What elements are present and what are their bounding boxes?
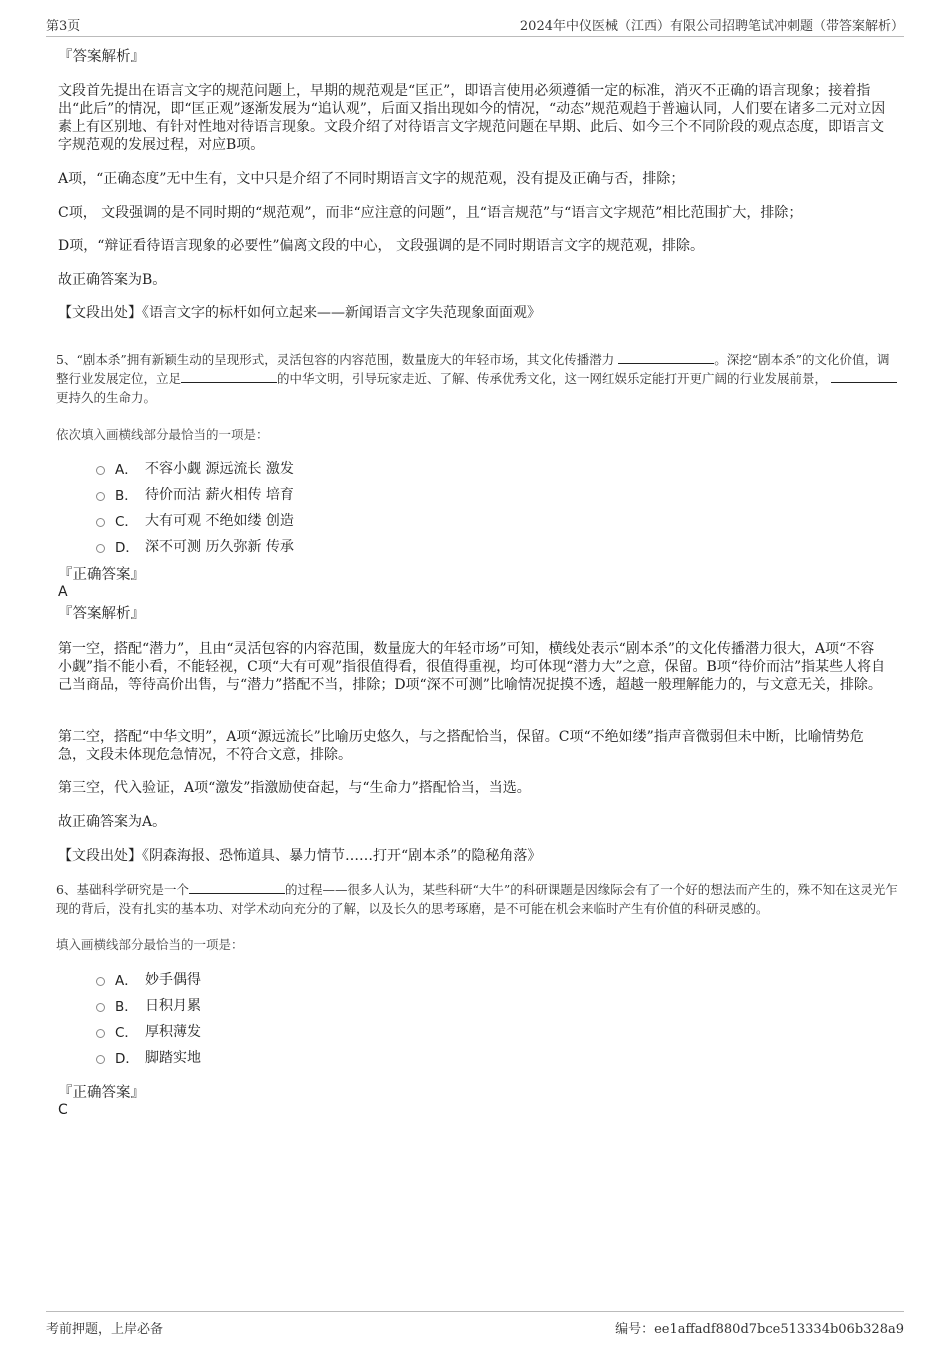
q5-option-c[interactable] xyxy=(96,510,294,530)
q5-analysis-title: 『答案解析』 xyxy=(58,606,145,622)
q6-option-a[interactable] xyxy=(96,969,201,989)
q5-option-d[interactable] xyxy=(96,536,294,556)
option-text: 日积月累 xyxy=(145,998,201,1014)
q6-option-d[interactable] xyxy=(96,1047,201,1067)
page-number: 第3页 xyxy=(46,18,81,34)
q5-correct-title: 『正确答案』 xyxy=(58,567,145,583)
footer-slogan: 考前押题，上岸必备 xyxy=(46,1321,164,1337)
option-letter: C． xyxy=(115,1025,138,1041)
option-text: 待价而沽 薪火相传 培育 xyxy=(145,487,294,503)
option-text: 厚积薄发 xyxy=(145,1024,201,1040)
q5-stem-part-c: 的中华文明，引导玩家走近、了解、传承优秀文化，这一网红娱乐定能打开更广阔的行业发展前景， xyxy=(277,371,828,386)
radio-icon[interactable] xyxy=(96,466,105,475)
q5-analysis-conclusion: 故正确答案为A。 xyxy=(58,814,167,830)
q5-blank-1 xyxy=(618,351,714,364)
q6-option-c[interactable] xyxy=(96,1021,201,1041)
q5-correct-answer: A xyxy=(58,584,68,600)
q6-option-b[interactable] xyxy=(96,995,201,1015)
q4-analysis-p2: A项，“正确态度”无中生有，文中只是介绍了不同时期语言文字的规范观，没有提及正确与否，排除； xyxy=(58,171,685,187)
q5-analysis-p1: 第一空，搭配“潜力”，且由“灵活包容的内容范围，数量庞大的年轻市场”可知，横线处表示“剧本杀”的文化传播潜力很大，A项“不容小觑”指不能小看，不能轻视，C项“大有可观”指很值得看，很值得重视，均可体现“潜力大”之意，保留。B项“待价而沽”指某些人将自己当商品，等待高价出售，与“潜力”搭配不当，排除；D项“深不可测”比喻情况捉摸不透，超越一般理解能力的，与文意无关，排除。 xyxy=(58,641,886,693)
radio-icon[interactable] xyxy=(96,518,105,527)
option-letter: A． xyxy=(115,973,138,989)
q6-correct-title: 『正确答案』 xyxy=(58,1085,145,1101)
q4-source: 【文段出处】《语言文字的标杆如何立起来——新闻语言文字失范现象面面观》 xyxy=(58,305,541,321)
q5-analysis-p2: 第二空，搭配“中华文明”，A项“源远流长”比喻历史悠久，与之搭配恰当，保留。C项“不绝如缕”指声音微弱但未中断，比喻情势危急，文段未体现危急情况，不符合文意，排除。 xyxy=(58,729,864,763)
q4-analysis-conclusion: 故正确答案为B。 xyxy=(58,272,167,288)
q5-stem-part-d: 更持久的生命力。 xyxy=(56,390,157,405)
radio-icon[interactable] xyxy=(96,492,105,501)
radio-icon[interactable] xyxy=(96,544,105,553)
q5-analysis-p3: 第三空，代入验证，A项“激发”指激励使奋起，与“生命力”搭配恰当，当选。 xyxy=(58,780,531,796)
q5-stem-part-a: 5、“剧本杀”拥有新颖生动的呈现形式，灵活包容的内容范围，数量庞大的年轻市场，其文化传播潜力 xyxy=(56,352,615,367)
radio-icon[interactable] xyxy=(96,977,105,986)
option-text: 脚踏实地 xyxy=(145,1050,201,1066)
q4-analysis-p3: C项， 文段强调的是不同时期的“规范观”，而非“应注意的问题”，且“语言规范”与“语言文字规范”相比范围扩大，排除； xyxy=(58,205,803,221)
option-letter: C． xyxy=(115,514,138,530)
q5-option-b[interactable] xyxy=(96,484,294,504)
radio-icon[interactable] xyxy=(96,1055,105,1064)
option-text: 妙手偶得 xyxy=(145,972,201,988)
q5-blank-2 xyxy=(181,370,277,383)
q4-analysis-p4: D项，“辩证看待语言现象的必要性”偏离文段的中心， 文段强调的是不同时期语言文字的规范观，排除。 xyxy=(58,238,704,254)
q6-instruction: 填入画横线部分最恰当的一项是： xyxy=(56,937,244,952)
q5-stem-part-b: 。深挖“剧本杀”的文化价值，调整行业发展定位，立足 xyxy=(56,352,890,386)
q5-stem xyxy=(56,350,898,407)
radio-icon[interactable] xyxy=(96,1003,105,1012)
q6-stem-part-a: 6、基础科学研究是一个 xyxy=(56,882,189,897)
option-letter: D． xyxy=(115,540,139,556)
q6-correct-answer: C xyxy=(58,1102,68,1118)
page-footer xyxy=(46,1311,904,1338)
radio-icon[interactable] xyxy=(96,1029,105,1038)
q5-option-a[interactable] xyxy=(96,458,294,478)
q5-source: 【文段出处】《阴森海报、恐怖道具、暴力情节……打开“剧本杀”的隐秘角落》 xyxy=(58,848,542,864)
page-header xyxy=(46,14,904,37)
q4-analysis-title: 『答案解析』 xyxy=(58,49,145,65)
option-text: 大有可观 不绝如缕 创造 xyxy=(145,513,294,529)
option-letter: B． xyxy=(115,488,138,504)
option-text: 不容小觑 源远流长 激发 xyxy=(145,461,294,477)
option-letter: A． xyxy=(115,462,138,478)
document-id: 编号：ee1affadf880d7bce513334b06b328a9 xyxy=(615,1321,904,1337)
q5-instruction: 依次填入画横线部分最恰当的一项是： xyxy=(56,427,269,442)
option-letter: B． xyxy=(115,999,138,1015)
q4-analysis-p1: 文段首先提出在语言文字的规范问题上，早期的规范观是“匡正”，即语言使用必须遵循一定的标准，消灭不正确的语言现象；接着指出“此后”的情况，即“匡正观”逐渐发展为“追认观”，后面又指出现如今的情况，“动态”规范观趋于普遍认同，人们要在诸多二元对立因素上有区别地、有针对性地对待语言现象。文段介绍了对待语言文字规范问题在早期、此后、如今三个不同阶段的观点态度，即语言文字规范观的发展过程，对应B项。 xyxy=(58,83,886,153)
q6-stem xyxy=(56,880,898,918)
q5-blank-3 xyxy=(831,370,897,383)
option-letter: D． xyxy=(115,1051,139,1067)
q6-stem-part-b: 的过程——很多人认为，某些科研“大牛”的科研课题是因缘际会有了一个好的想法而产生的，殊不知在这灵光乍现的背后，没有扎实的基本功、对学术动向充分的了解，以及长久的思考琢磨，是不可能在机会来临时产生有价值的科研灵感的。 xyxy=(56,882,898,916)
option-text: 深不可测 历久弥新 传承 xyxy=(145,539,294,555)
document-title: 2024年中仪医械（江西）有限公司招聘笔试冲刺题（带答案解析） xyxy=(519,18,904,34)
q6-blank-1 xyxy=(189,881,285,894)
